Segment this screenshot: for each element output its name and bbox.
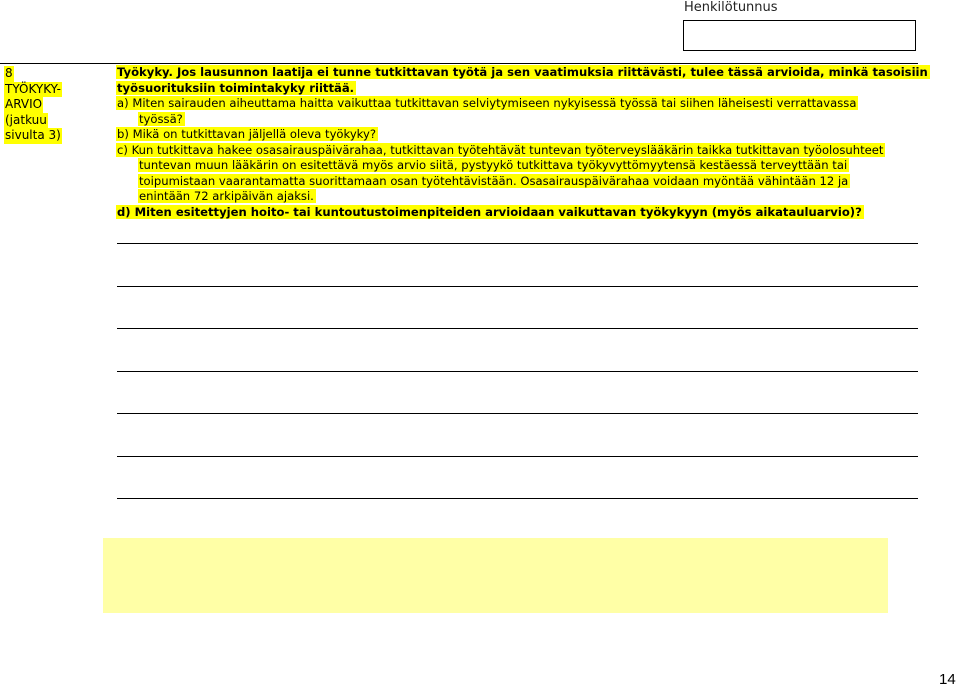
intro-line-2: työsuorituksiin toimintakyky riittää. [117,80,355,95]
answer-line[interactable] [117,498,918,499]
question-c-line-2: tuntevan muun lääkärin on esitettävä myös arvio siitä, pystyykö tutkittava työkyvyttömyytensä kestäessä terveyttään tai [139,158,848,172]
question-d: d) Miten esitettyjen hoito- tai kuntoutustoimenpiteiden arvioidaan vaikuttavan työkykyyn (myös aikatauluarvio)? [117,204,862,219]
personal-id-field[interactable] [683,20,916,51]
section-number: 8 [5,66,13,80]
question-c-line-4: enintään 72 arkipäivän ajaksi. [139,189,314,203]
question-c-line-1: c) Kun tutkittava hakee osasairauspäivärahaa, tutkittavan työtehtävät tuntevan työterveyslääkärin taikka tutkittavan työolosuhteet [117,142,884,157]
question-a-line-2: työssä? [139,111,183,126]
page-number: 14 [939,671,956,688]
answer-line[interactable] [117,286,918,287]
question-c-line-3: toipumistaan vaarantamatta suorittamaan osan työtehtävistään. Osasairauspäivärahaa voidaan myöntää vähintään 12 ja [139,173,849,188]
personal-id-label: Henkilötunnus [684,0,778,15]
answer-line[interactable] [117,371,918,372]
question-b: b) Mikä on tutkittavan jäljellä oleva työkyky? [117,127,376,141]
answer-line[interactable] [117,328,918,329]
section-title-line-1: TYÖKYKY- [5,81,61,96]
answer-line[interactable] [117,456,918,457]
section-label [4,66,74,144]
answer-line[interactable] [117,243,918,244]
answer-line[interactable] [117,413,918,414]
note-box [103,538,888,613]
intro-line-1: Työkyky. Jos lausunnon laatija ei tunne tutkittavan työtä ja sen vaatimuksia riittävästi, tulee tässä arvioida, minkä tasoisiin [117,65,928,79]
question-a-line-1: a) Miten sairauden aiheuttama haitta vaikuttaa tutkittavan selviytymiseen nykyisessä työssä tai siihen läheisesti verrattavassa [117,96,857,110]
section-divider [0,63,918,64]
section-title-line-2: ARVIO [5,97,43,111]
section-instructions [116,65,928,220]
section-continued-line-2: sivulta 3) [5,128,61,142]
section-continued-line-1: (jatkuu [5,112,47,127]
